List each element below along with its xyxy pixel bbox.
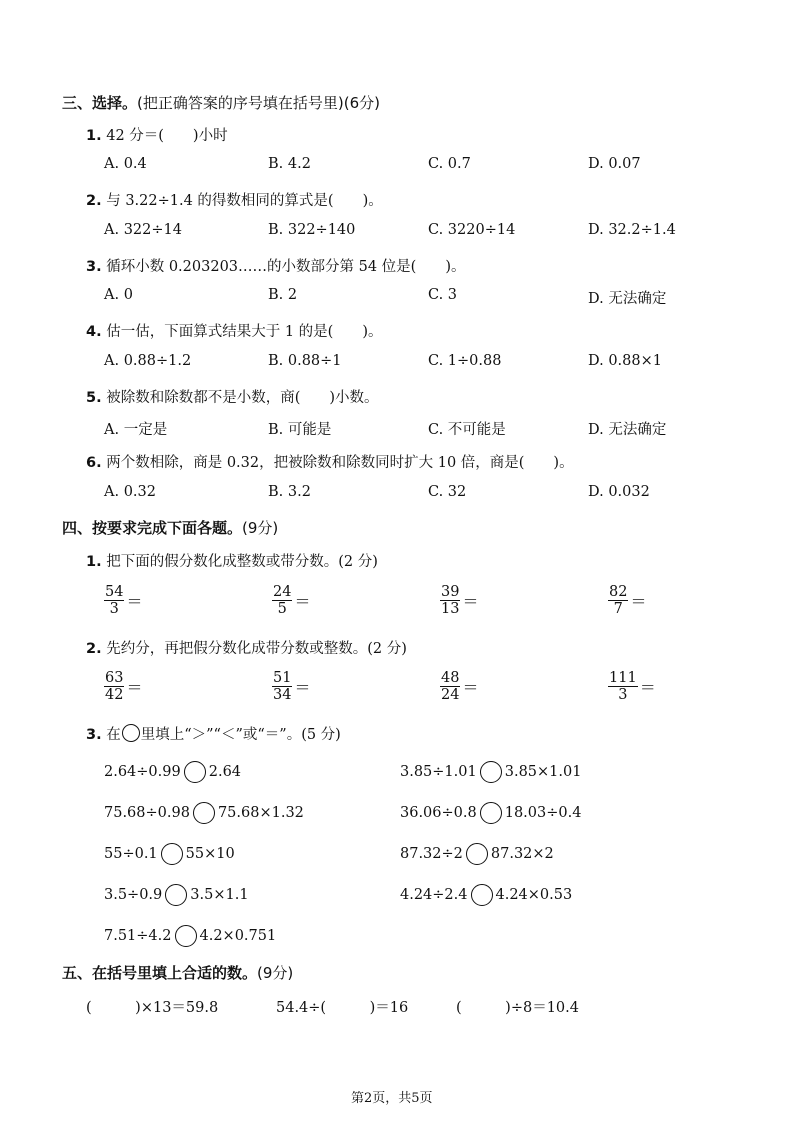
option-d: D. 0.07 (588, 156, 641, 172)
comparison-item: 87.32÷2 87.32×2 (400, 843, 554, 865)
circle-icon (122, 724, 140, 742)
option-c: C. 3 (428, 287, 458, 303)
comparison-item: 36.06÷0.8 18.03÷0.4 (400, 802, 581, 824)
answer-circle[interactable] (175, 925, 197, 947)
section3-note: (把正确答案的序号填在括号里)(6分) (137, 94, 380, 112)
section3-title: 三、选择。 (62, 94, 138, 112)
comparison-item: 75.68÷0.98 75.68×1.32 (104, 802, 304, 824)
answer-circle[interactable] (184, 761, 206, 783)
fraction-item: 51 34 ＝ (273, 670, 311, 703)
answer-circle[interactable] (480, 761, 502, 783)
section3-heading (62, 92, 380, 113)
option-c: C. 0.7 (428, 156, 471, 172)
option-a: A. 322÷14 (104, 222, 182, 238)
question-3-3: 3. 循环小数 0.203203……的小数部分第 54 位是( )。 (86, 259, 466, 275)
option-a: A. 0.4 (104, 156, 147, 172)
fill-blank-item: ( )÷8＝10.4 (456, 1000, 579, 1016)
answer-circle[interactable] (466, 843, 488, 865)
option-c: C. 32 (428, 484, 467, 500)
fraction-item: 54 3 ＝ (105, 584, 143, 617)
section4-title: 四、按要求完成下面各题。 (62, 519, 243, 537)
option-c: C. 不可能是 (428, 422, 506, 438)
option-c: C. 3220÷14 (428, 222, 516, 238)
section5-title: 五、在括号里填上合适的数。 (62, 964, 258, 982)
fraction-item: 111 3 ＝ (609, 670, 656, 703)
question-3-5: 5. 被除数和除数都不是小数，商( )小数。 (86, 390, 379, 406)
answer-circle[interactable] (161, 843, 183, 865)
question-4-3: 3. 在 里填上“＞”“＜”或“＝”。(5 分) (86, 723, 341, 744)
comparison-item: 55÷0.1 55×10 (104, 843, 235, 865)
option-d: D. 32.2÷1.4 (588, 222, 676, 238)
option-a: A. 一定是 (104, 422, 168, 438)
fraction-item: 63 42 ＝ (105, 670, 143, 703)
option-b: B. 3.2 (268, 484, 311, 500)
section4-heading (62, 517, 278, 538)
fraction-item: 82 7 ＝ (609, 584, 647, 617)
fill-blank-item: ( )×13＝59.8 (86, 1000, 219, 1016)
fraction-item: 39 13 ＝ (441, 584, 479, 617)
question-4-2: 2. 先约分，再把假分数化成带分数或整数。(2 分) (86, 641, 407, 657)
comparison-item: 2.64÷0.99 2.64 (104, 761, 241, 783)
question-4-1: 1. 把下面的假分数化成整数或带分数。(2 分) (86, 554, 378, 570)
option-d: D. 0.88×1 (588, 353, 662, 369)
section5-heading (62, 962, 293, 983)
answer-circle[interactable] (480, 802, 502, 824)
answer-circle[interactable] (165, 884, 187, 906)
option-a: A. 0 (104, 287, 133, 303)
option-b: B. 2 (268, 287, 298, 303)
comparison-item: 3.5÷0.9 3.5×1.1 (104, 884, 249, 906)
page-footer: 第2页，共5页 (351, 1091, 433, 1106)
question-3-4: 4. 估一估，下面算式结果大于 1 的是( )。 (86, 324, 383, 340)
option-b: B. 322÷140 (268, 222, 356, 238)
fraction-item: 24 5 ＝ (273, 584, 311, 617)
option-c: C. 1÷0.88 (428, 353, 502, 369)
section5-note: (9分) (257, 964, 294, 982)
option-d: D. 0.032 (588, 484, 650, 500)
question-3-1: 1. 42 分＝( )小时 (86, 128, 228, 144)
answer-circle[interactable] (471, 884, 493, 906)
question-3-6: 6. 两个数相除，商是 0.32，把被除数和除数同时扩大 10 倍，商是( )。 (86, 455, 574, 471)
fill-blank-item: 54.4÷( )＝16 (276, 1000, 409, 1016)
comparison-item: 4.24÷2.4 4.24×0.53 (400, 884, 572, 906)
option-d: D. 无法确定 (588, 422, 667, 438)
option-d: D. 无法确定 (588, 291, 667, 307)
comparison-item: 7.51÷4.2 4.2×0.751 (104, 925, 276, 947)
option-b: B. 0.88÷1 (268, 353, 342, 369)
answer-circle[interactable] (193, 802, 215, 824)
option-b: B. 可能是 (268, 422, 332, 438)
section4-note: (9分) (242, 519, 279, 537)
option-a: A. 0.88÷1.2 (104, 353, 192, 369)
option-b: B. 4.2 (268, 156, 311, 172)
comparison-item: 3.85÷1.01 3.85×1.01 (400, 761, 581, 783)
option-a: A. 0.32 (104, 484, 156, 500)
fraction-item: 48 24 ＝ (441, 670, 479, 703)
question-3-2: 2. 与 3.22÷1.4 的得数相同的算式是( )。 (86, 193, 383, 209)
